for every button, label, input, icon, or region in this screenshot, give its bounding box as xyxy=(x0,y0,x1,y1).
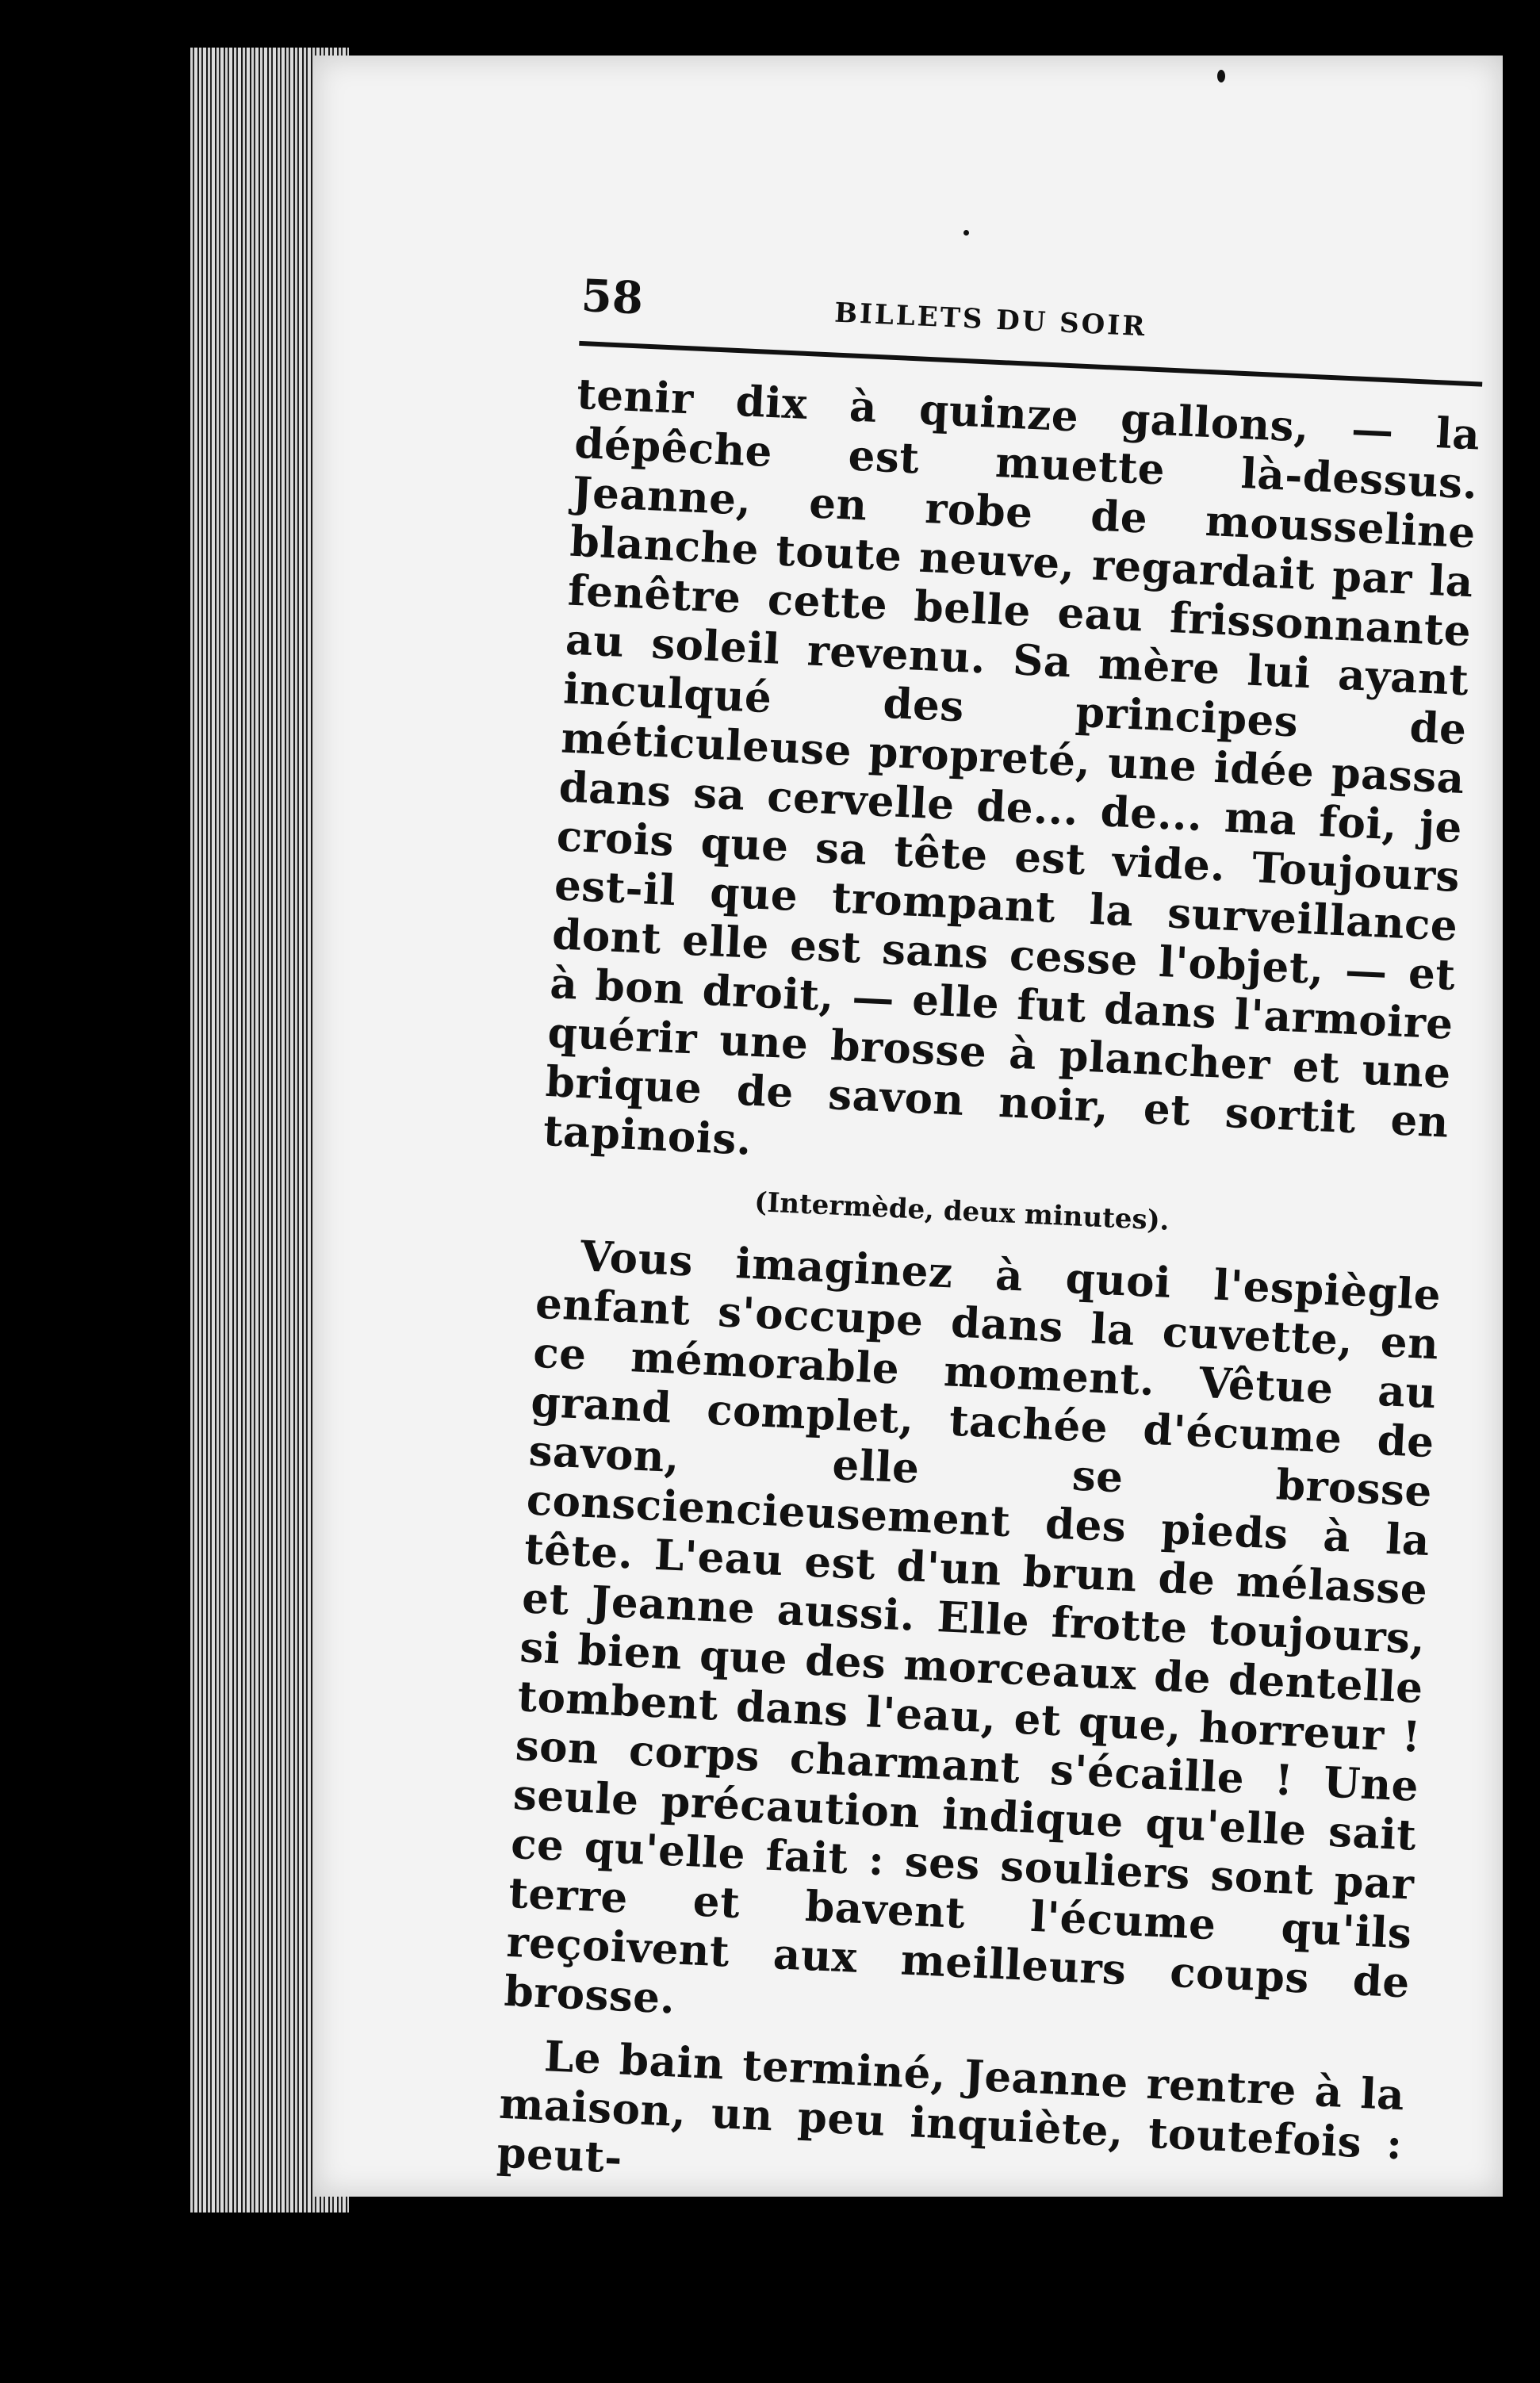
paragraph-3: Le bain terminé, Jeanne rentre à la maison, un peu inquiète, toutefois : peut- xyxy=(496,2032,1406,2183)
paragraph-2: Vous imaginez à quoi l'espiègle enfant s'occupe dans la cuvette, en ce mémorable moment. Vêtue au grand complet, tachée d'écume de savon, elle se brosse consciencieusement des pieds à la tête. L'eau est d'un brun de mélasse et Jeanne aussi. Elle frotte toujours, si bien que des morceaux de dentelle tombent dans l'eau, et que, horreur ! son corps charmant s'écaille ! Une seule précaution indique qu'elle sait ce qu'elle fait : ses souliers sont par terre et bavent l'écume qu'ils reçoivent aux meilleurs coups de brosse. xyxy=(503,1232,1442,2024)
page-sheet xyxy=(313,56,1503,2197)
text-block xyxy=(496,262,1486,2218)
speck xyxy=(963,230,969,236)
interlude-note: (Intermède, deux minutes). xyxy=(753,1186,1170,1237)
speck xyxy=(1217,70,1225,82)
page-header xyxy=(579,262,1486,387)
running-title: BILLETS DU SOIR xyxy=(833,297,1148,343)
page-number: 58 xyxy=(580,269,645,325)
paragraph-1: tenir dix à quinze gallons, — la dépêche est muette là-dessus. Jeanne, en robe de mousseline blanche toute neuve, regardait par la fenêtre cette belle eau frissonnante au soleil revenu. Sa mère lui ayant inculqué des principes de méticuleuse propreté, une idée passa dans sa cervelle de... de... ma foi, je crois que sa tête est vide. Toujours est-il que trompant la surveillance dont elle est sans cesse l'objet, — et à bon droit, — elle fut dans l'armoire quérir une brosse à plancher et une brique de savon noir, et sortit en tapinois. xyxy=(542,369,1481,1165)
